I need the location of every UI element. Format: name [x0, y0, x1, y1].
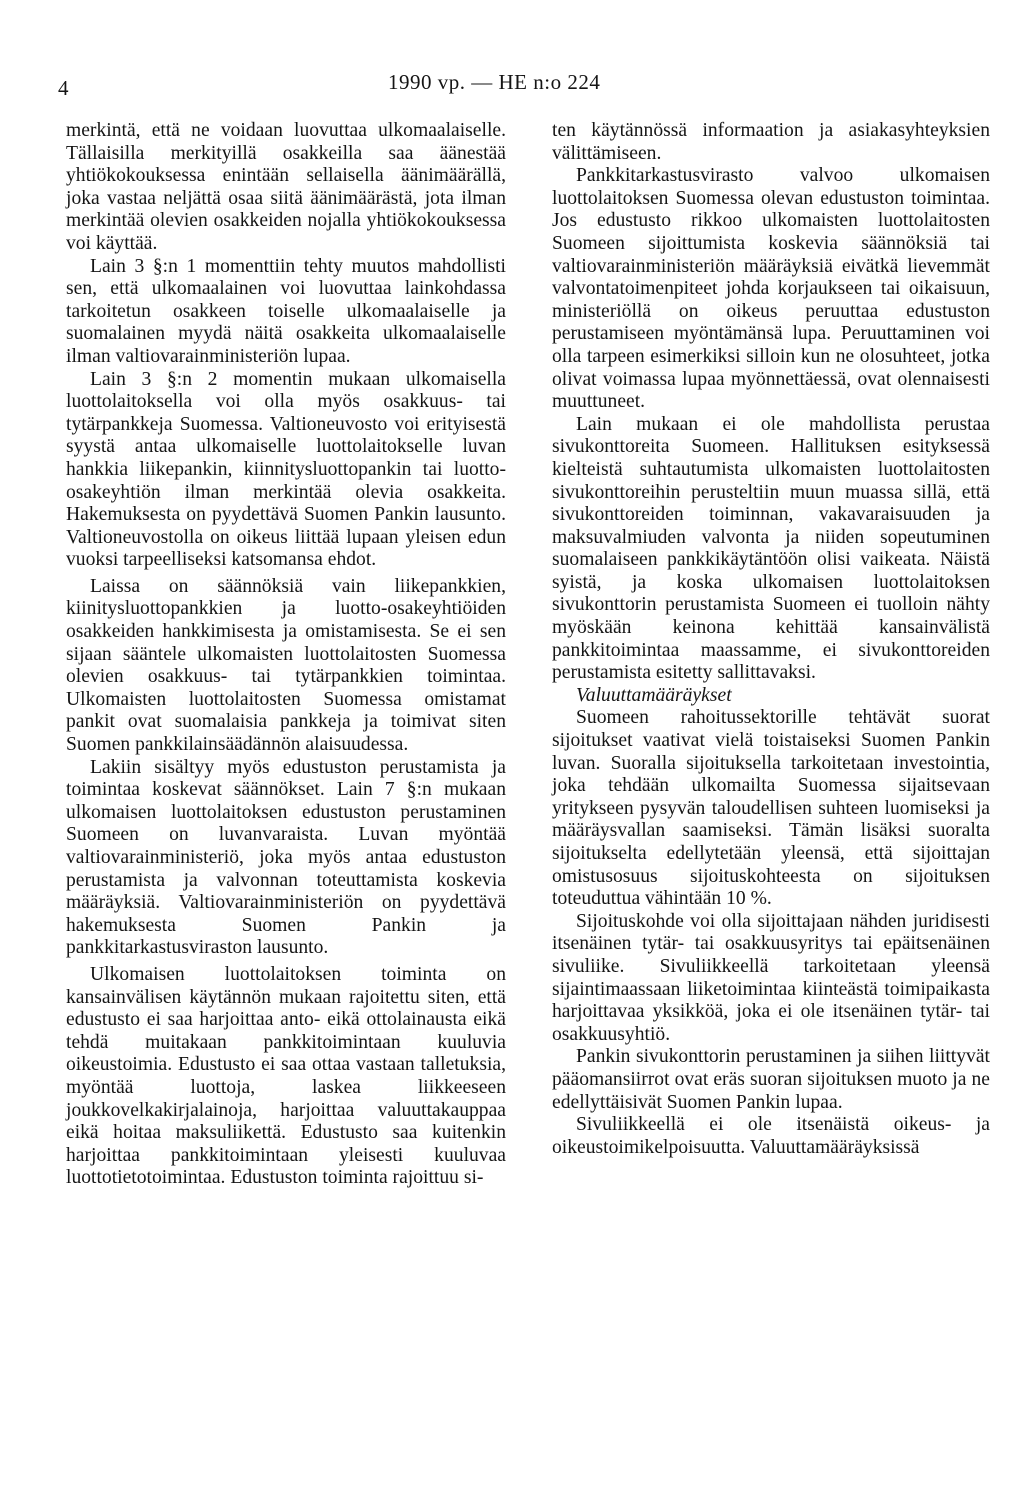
running-head: 1990 vp. — HE n:o 224 — [388, 70, 601, 94]
left-paragraph-3: Lain 3 §:n 2 momentin mukaan ulkomaisella luottolaitoksella voi olla myös osakkuus- tai tytärpankkeja Suomessa. Valtioneuvosto voi erityisestä syystä antaa ulkomaiselle luottolaitokselle luvan hankkia liikepankin, kiinnitysluottopankin tai luotto-osakeyhtiön ilman merkintää olevia osakkeita. Hakemuksesta on pyydettävä Suomen Pankin lausunto. Valtioneuvostolla on oikeus liittää lupaan yleisen edun vuoksi tarpeelliseksi katsomansa ehdot. — [66, 368, 506, 571]
right-paragraph-2: Pankkitarkastusvirasto valvoo ulkomaisen luottolaitoksen Suomessa olevan edustuston toimintaa. Jos edustusto rikkoo ulkomaisten luottolaitosten Suomeen sijoittumista koskevia säännöksiä tai valtiovarainministeriön määräyksiä eivätkä lievemmät valvontatoimenpiteet johda korjaukseen tai oikaisuun, ministeriöllä on oikeus peruuttaa edustuston perustamiseen myöntämänsä lupa. Peruuttaminen voi olla tarpeen esimerkiksi silloin kun ne olosuhteet, jotka olivat voimassa lupaa myönnettäessä, ovat olennaisesti muuttuneet. — [552, 165, 990, 413]
section-heading: Valuuttamääräykset — [576, 684, 732, 706]
left-paragraph-1: merkintä, että ne voidaan luovuttaa ulkomaalaiselle. Tällaisilla merkityillä osakkeilla saa äänestää yhtiökokouksessa enintään sellaisella äänimäärällä, joka vastaa neljättä osaa siitä äänimäärästä, jota ilman merkintää olevien osakkeiden nojalla yhtiökokouksessa voi käyttää. — [66, 120, 506, 254]
right-paragraph-5: Sijoituskohde voi olla sijoittajaan nähden juridisesti itsenäinen tytär- tai osakkuusyritys tai epäitsenäinen sivuliike. Sivuliikkeellä tarkoitetaan yleensä sijaintimaassaan liiketoimintaa kiinteästä toimipaikasta harjoittavaa yksikköä, joka ei ole itsenäinen tytär- tai osakkuusyhtiö. — [552, 910, 990, 1045]
right-paragraph-4: Suomeen rahoitussektorille tehtävät suorat sijoitukset vaativat vielä toistaiseksi Suomen Pankin luvan. Suoralla sijoituksella tarkoitetaan investointia, joka tehdään ulkomailta Suomessa sijaitsevaan yritykseen pysyvän taloudellisen suhteen luomiseksi ja määräysvallan saamiseksi. Tämän lisäksi suoralta sijoitukselta edellytetään yleensä, että sijoittajan omistusosuus sijoituskohteesta on sijoituksen toteuduttua vähintään 10 %. — [552, 707, 990, 910]
right-paragraph-6: Pankin sivukonttorin perustaminen ja siihen liittyvät pääomansiirrot ovat eräs suoran sijoituksen muoto ja ne edellyttäisivät Suomen Pankin lupaa. — [552, 1046, 990, 1113]
page-number: 4 — [58, 76, 69, 100]
right-paragraph-1: ten käytännössä informaation ja asiakasyhteyksien välittämiseen. — [552, 120, 990, 164]
left-paragraph-6: Ulkomaisen luottolaitoksen toiminta on kansainvälisen käytännön mukaan rajoitettu siten, että edustusto ei saa harjoittaa anto- eikä ottolainausta eikä tehdä muitakaan pankkitoimintaan kuuluvia oikeustoimia. Edustusto ei saa ottaa vastaan talletuksia, myöntää luottoja, laskea liikkeeseen joukkovelkakirjalainoja, harjoittaa valuuttakauppaa eikä hoitaa maksuliikettä. Edustusto saa kuitenkin harjoittaa pankkitoimintaan yleisesti kuuluvaa luottotietotoimintaa. Edustuston toiminta rajoittuu si- — [66, 963, 506, 1189]
left-paragraph-4: Laissa on säännöksiä vain liikepankkien, kiinitysluottopankkien ja luotto-osakeyhtiöiden osakkeiden hankkimisesta ja omistamisesta. Se ei sen sijaan sääntele ulkomaisten luottolaitosten Suomessa olevien osakkuus- tai tytärpankkien toimintaa. Ulkomaisten luottolaitosten Suomessa omistamat pankit ovat suomalaisia pankkeja ja toimivat siten Suomen pankkilainsäädännön alaisuudessa. — [66, 575, 506, 756]
left-column — [66, 120, 506, 1190]
right-paragraph-3: Lain mukaan ei ole mahdollista perustaa sivukonttoreita Suomeen. Hallituksen esityksessä kielteistä suhtautumista ulkomaisten luottolaitosten sivukonttoreihin perusteltiin muun muassa sillä, että sivukonttoreiden toiminnan, vakavaraisuuden ja maksuvalmiuden valvonta ja niiden sopeutuminen suomalaiseen pankkikäytäntöön olisi vaikeata. Näistä syistä, ja koska ulkomaisen luottolaitoksen sivukonttorin perustamista Suomeen ei tuolloin nähty myöskään keinona kehittää kansainvälistä pankkitoimintaa maassamme, ei sivukonttoreiden perustamista esitetty sallittavaksi. — [552, 413, 990, 684]
right-column — [552, 120, 990, 1159]
left-paragraph-5: Lakiin sisältyy myös edustuston perustamista ja toimintaa koskevat säännökset. Lain 7 §:n mukaan ulkomaisen luottolaitoksen edustuston perustaminen Suomeen on luvanvaraista. Luvan myöntää valtiovarainministeriö, joka myös antaa edustuston perustamista ja valvonnan toteuttamista koskevia määräyksiä. Valtiovarainministeriön on pyydettävä hakemuksesta Suomen Pankin ja pankkitarkastusviraston lausunto. — [66, 756, 506, 959]
left-paragraph-2: Lain 3 §:n 1 momenttiin tehty muutos mahdollisti sen, että ulkomaalainen voi luovuttaa lainkohdassa tarkoitetun osakkeen toiselle ulkomaalaiselle ja suomalainen myydä näitä osakkeita ulkomaalaiselle ilman valtiovarainministeriön lupaa. — [66, 255, 506, 367]
right-paragraph-7: Sivuliikkeellä ei ole itsenäistä oikeus- ja oikeustoimikelpoisuutta. Valuuttamääräyksissä — [552, 1114, 990, 1158]
